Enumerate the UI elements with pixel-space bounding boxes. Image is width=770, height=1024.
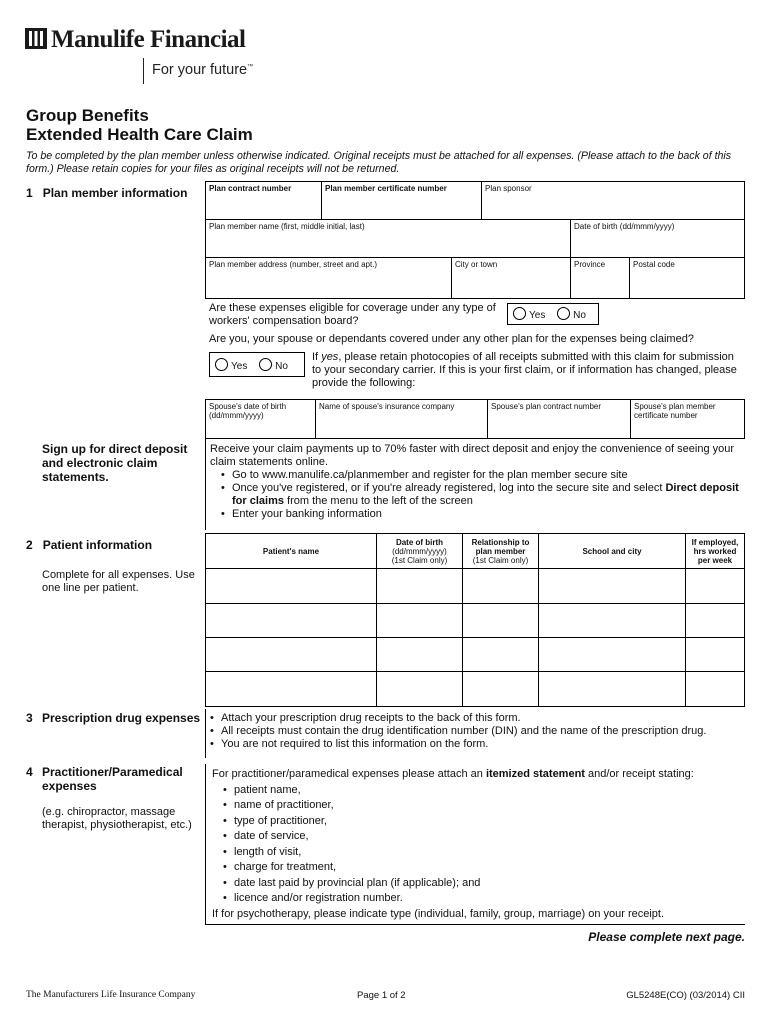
title-line1: Group Benefits <box>26 106 149 125</box>
hours-cell[interactable] <box>686 604 745 638</box>
form-title <box>26 106 253 144</box>
page-number: Page 1 of 2 <box>357 990 406 1001</box>
practitioner-bullet: • licence and/or registration number. <box>223 891 747 907</box>
city-field[interactable]: City or town <box>452 258 571 299</box>
spouse-dob-field[interactable]: Spouse's date of birth (dd/mmm/yyyy) <box>206 400 316 439</box>
instructions: To be completed by the plan member unless otherwise indicated. Original receipts must be attached for all expenses. (Please attach to the back of this form.) Please retain copies for your files as original receipts will not be returned. <box>26 150 732 175</box>
spouse-contract-field[interactable]: Spouse's plan contract number <box>488 400 631 439</box>
section2-sub: Complete for all expenses. Use one line per patient. <box>42 569 195 594</box>
patient-name-cell[interactable] <box>206 672 377 707</box>
other-plan-options <box>209 352 305 377</box>
school-cell[interactable] <box>539 604 686 638</box>
direct-deposit-step: • Go to www.manulife.ca/planmember and register for the plan member secure site <box>221 469 740 482</box>
plan-member-grid <box>205 181 745 299</box>
patient-dob-cell[interactable] <box>377 638 463 672</box>
certificate-number-field[interactable]: Plan member certificate number <box>322 182 482 220</box>
section4-bottom-rule <box>205 924 745 925</box>
prescription-bullet: • Attach your prescription drug receipts to the back of this form. <box>210 712 745 725</box>
prescription-bullet: • You are not required to list this information on the form. <box>210 738 745 751</box>
patient-name-cell[interactable] <box>206 604 377 638</box>
patient-name-cell[interactable] <box>206 638 377 672</box>
practitioner-intro: For practitioner/paramedical expenses please attach an itemized statement and/or receipt stating: <box>212 768 694 780</box>
postal-code-field[interactable]: Postal code <box>630 258 745 299</box>
hours-cell[interactable] <box>686 672 745 707</box>
school-cell[interactable] <box>539 672 686 707</box>
province-field[interactable]: Province <box>571 258 630 299</box>
patient-name-cell[interactable] <box>206 569 377 604</box>
direct-deposit-label: Sign up for direct deposit and electronic claim statements. <box>42 442 188 484</box>
workers-comp-question: Are these expenses eligible for coverage under any type of workers' compensation board? <box>209 302 496 327</box>
patient-name-header: Patient's name <box>206 534 377 569</box>
plan-contract-number-field[interactable]: Plan contract number <box>206 182 322 220</box>
relationship-cell[interactable] <box>463 672 539 707</box>
prescription-instructions <box>210 712 745 751</box>
tagline: For your future™ <box>152 62 254 78</box>
continue-note: Please complete next page. <box>588 930 745 944</box>
prescription-bullet: • All receipts must contain the drug identification number (DIN) and the name of the prescription drug. <box>210 725 745 738</box>
practitioner-bullet: • length of visit, <box>223 845 747 861</box>
spouse-insurer-field[interactable]: Name of spouse's insurance company <box>316 400 488 439</box>
manulife-logo-icon <box>25 28 47 49</box>
section4-sub: (e.g. chiropractor, massage therapist, physiotherapist, etc.) <box>42 806 192 831</box>
practitioner-instructions <box>212 767 747 922</box>
trademark-mark: ™ <box>247 64 254 71</box>
patient-dob-cell[interactable] <box>377 604 463 638</box>
logo-divider <box>143 58 144 84</box>
practitioner-bullet: • name of practitioner, <box>223 798 747 814</box>
company-name: Manulife Financial <box>51 26 246 53</box>
member-name-field[interactable]: Plan member name (first, middle initial, last) <box>206 220 571 258</box>
spouse-certificate-field[interactable]: Spouse's plan member certificate number <box>631 400 745 439</box>
practitioner-bullet: • type of practitioner, <box>223 814 747 830</box>
hours-cell[interactable] <box>686 569 745 604</box>
employed-header: If employed, hrs worked per week <box>686 534 745 569</box>
direct-deposit-step: • Enter your banking information <box>221 508 740 521</box>
other-plan-question: Are you, your spouse or dependants covered under any other plan for the expenses being claimed? <box>209 333 694 345</box>
patient-dob-cell[interactable] <box>377 672 463 707</box>
relationship-cell[interactable] <box>463 638 539 672</box>
section-divider-line <box>205 709 206 758</box>
relationship-cell[interactable] <box>463 604 539 638</box>
practitioner-bullet: • patient name, <box>223 783 747 799</box>
section1-label: 1 Plan member information <box>26 186 188 200</box>
direct-deposit-step: • Once you've registered, or if you're already registered, log into the secure site and select Direct deposit for claims from the menu to the left of the screen <box>221 482 740 508</box>
title-line2: Extended Health Care Claim <box>26 125 253 144</box>
other-plan-no-radio[interactable]: No <box>259 361 288 372</box>
direct-deposit-text: Receive your claim payments up to 70% faster with direct deposit and enjoy the convenience of seeing your claim statements online. <box>210 443 735 468</box>
footer-company: The Manufacturers Life Insurance Company <box>26 990 196 1000</box>
direct-deposit-body <box>210 443 740 521</box>
plan-sponsor-field[interactable]: Plan sponsor <box>482 182 745 220</box>
section2-label: 2 Patient information <box>26 538 153 552</box>
psychotherapy-note: If for psychotherapy, please indicate type (individual, family, group, marriage) on your receipt. <box>212 907 665 920</box>
section3-label: 3 Prescription drug expenses <box>26 711 201 725</box>
address-field[interactable]: Plan member address (number, street and apt.) <box>206 258 452 299</box>
form-code: GL5248E(CO) (03/2014) CII <box>626 990 745 1001</box>
relationship-cell[interactable] <box>463 569 539 604</box>
patient-dob-header: Date of birth (dd/mmm/yyyy) (1st Claim only) <box>377 534 463 569</box>
relationship-header: Relationship to plan member (1st Claim only) <box>463 534 539 569</box>
school-header: School and city <box>539 534 686 569</box>
practitioner-bullet: • charge for treatment, <box>223 860 747 876</box>
practitioner-bullet: • date of service, <box>223 829 747 845</box>
patient-dob-cell[interactable] <box>377 569 463 604</box>
school-cell[interactable] <box>539 569 686 604</box>
workers-comp-options <box>507 303 599 325</box>
workers-comp-yes-radio[interactable]: Yes <box>513 310 545 321</box>
hours-cell[interactable] <box>686 638 745 672</box>
other-plan-yes-radio[interactable]: Yes <box>215 361 247 372</box>
if-yes-instructions: If yes, please retain photocopies of all receipts submitted with this claim for submission to your secondary carrier. If this is your first claim, or if information has changed, please provide the following: <box>312 351 737 389</box>
workers-comp-no-radio[interactable]: No <box>557 310 586 321</box>
section4-label: 4 Practitioner/Paramedical expenses <box>26 765 183 793</box>
section-divider-line <box>205 764 206 924</box>
section-divider-line <box>205 438 206 530</box>
school-cell[interactable] <box>539 638 686 672</box>
patient-table <box>205 533 745 707</box>
spouse-grid <box>205 399 745 439</box>
practitioner-bullet: • date last paid by provincial plan (if applicable); and <box>223 876 747 892</box>
dob-field[interactable]: Date of birth (dd/mmm/yyyy) <box>571 220 745 258</box>
